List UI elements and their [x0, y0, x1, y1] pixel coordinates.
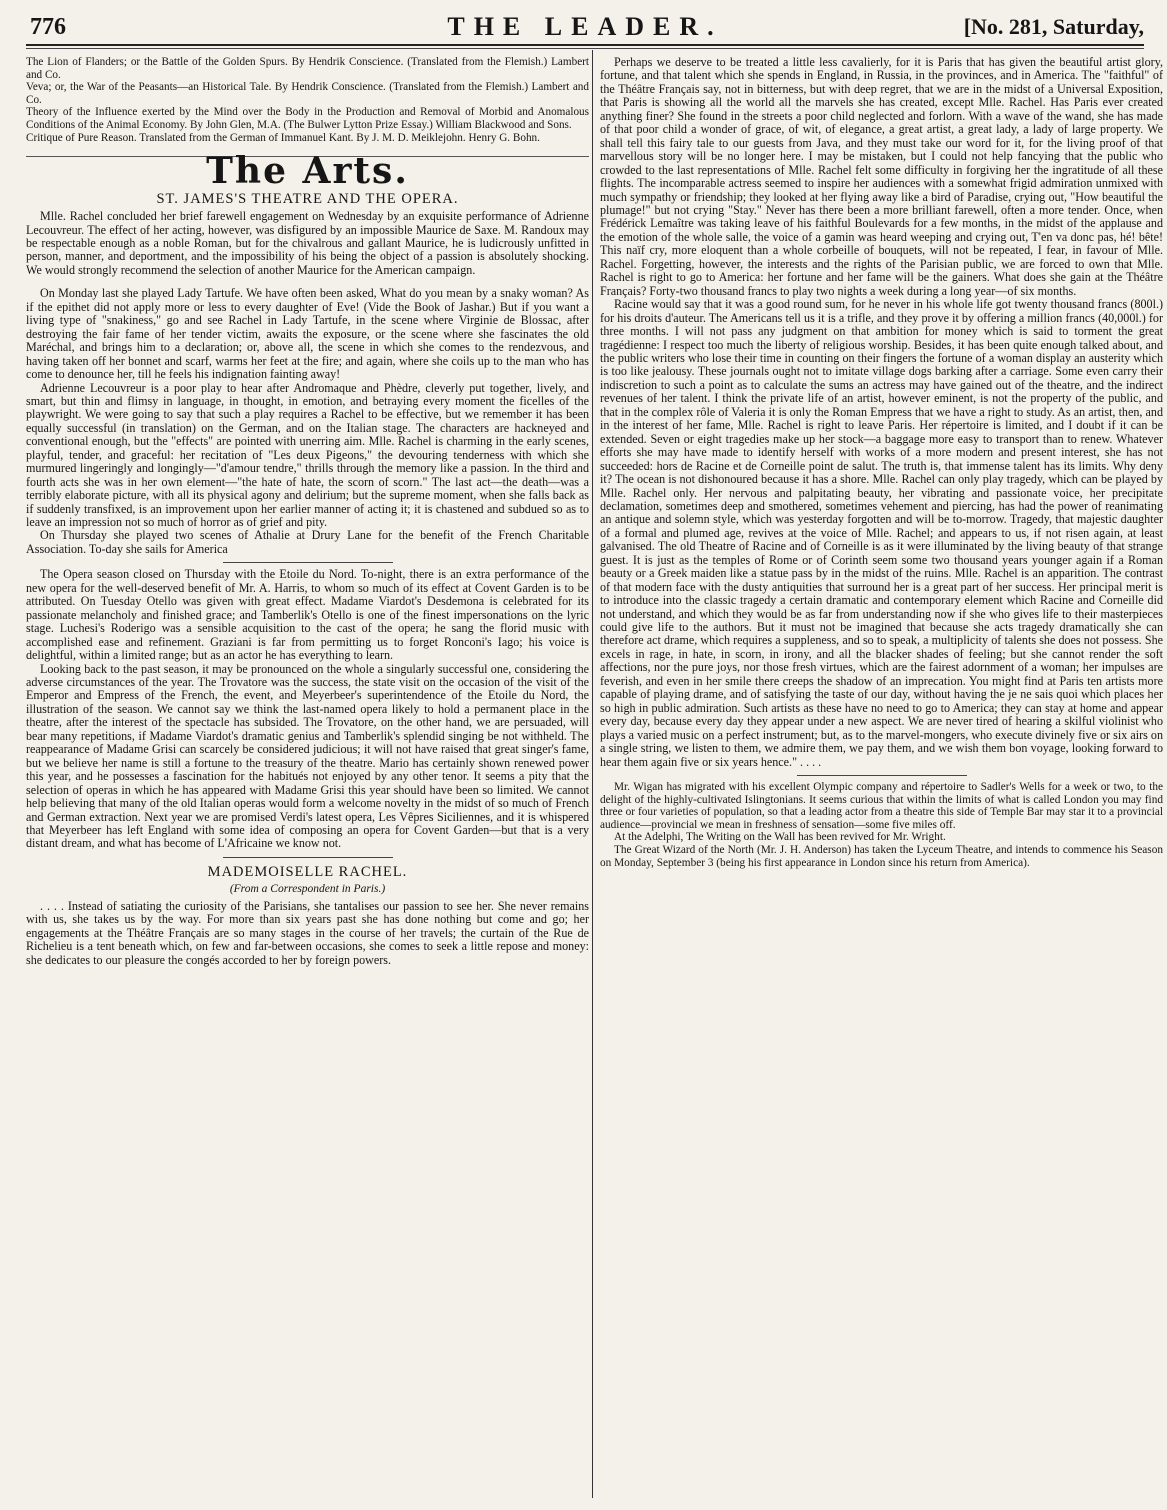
article-paragraph: On Monday last she played Lady Tartufe. We have often been asked, What do you mean by a snaky woman? As if the epithet did not apply more or less to every daughter of Eve! (Vide the Book of Jashar.) But if you want a living type of "snakiness," go and see Rachel in Lady Tartufe, in the scene where Virginie de Blossac, after destroying the fair fame of her tender victim, awaits the exposure, or the scene where she fascinates the old Maréchal, and brings him to a declaration; or, above all, the scene in which she comes to the rendezvous, and having taken off her bonnet and scarf, warms her feet at the fire; and again, where she coils up to the man who has come to denounce her, till he feels his indignation fainting away! — [26, 286, 589, 382]
book-entry: Veva; or, the War of the Peasants—an Historical Tale. By Hendrik Conscience. (Translated from the Flemish.) Lambert and Co. — [26, 81, 589, 106]
masthead-rule — [26, 48, 1144, 49]
note-paragraph: Mr. Wigan has migrated with his excellent Olympic company and répertoire to Sadler's Wells for a week or two, to the delight of the highly-cultivated Islingtonians. It seems curious that within the limits of what is called London you may find three or four varieties of population, so that a leading actor from a theatre this side of Temple Bar may star it to a provincial audience—provincial we mean in freshness of sensation—some five miles off. — [600, 781, 1163, 831]
article-heading: MADEMOISELLE RACHEL. — [207, 863, 408, 880]
note-paragraph: At the Adelphi, The Writing on the Wall has been revived for Mr. Wright. — [614, 831, 946, 844]
theatre-notes — [600, 781, 1163, 869]
masthead — [26, 12, 1144, 46]
article-paragraph: Adrienne Lecouvreur is a poor play to hear after Andromaque and Phèdre, cleverly put together, lively, and smart, but thin and flimsy in language, in thought, in emotion, and betraying every moment the ficelles of the playwright. We were going to say that such a play requires a Rachel to be effective, but we remember it has been equally successful (in translation) on the German, and on the Italian stage. The characters are hackneyed and conventional enough, but the "effects" are pointed with unerring aim. Mlle. Rachel is charming in the early scenes, playful, tender, and graceful: her recitation of "Les deux Pigeons," the devouring tenderness with which she murmured lingeringly and longingly—"d'amour tendre," thrills through the memory like a passion. In the third and fourth acts she was in her own element—"the hate of hate, the scorn of scorn." The last act—the death—was a terribly elaborate picture, with all its physical agony and delirium; but the supreme moment, when she falls back as if suddenly transfixed, is an improvement upon her earlier manner of acting it; it is chastened and subdued so as to leave an impression not so much of horror as of grief and pity. — [26, 380, 589, 530]
newspaper-title: THE LEADER. — [447, 12, 723, 41]
article-heading: ST. JAMES'S THEATRE AND THE OPERA. — [156, 190, 459, 207]
note-paragraph: The Great Wizard of the North (Mr. J. H. Anderson) has taken the Lyceum Theatre, and intends to commence his Season on Monday, September 3 (being his first appearance in London since his return from America). — [600, 843, 1163, 869]
book-entry: Critique of Pure Reason. Translated from the German of Immanuel Kant. By J. M. D. Meiklejohn. Henry G. Bohn. — [26, 131, 540, 144]
book-entry: The Lion of Flanders; or the Battle of the Golden Spurs. By Hendrik Conscience. (Translated from the Flemish.) Lambert and Co. — [26, 56, 589, 81]
right-column — [600, 56, 1163, 1496]
article-paragraph: The Opera season closed on Thursday with the Etoile du Nord. To-night, there is an extra performance of the new opera for the well-deserved benefit of Mr. A. Harris, to whom so much of its effect at Covent Garden is to be attributed. On Tuesday Otello was given with great effect. Madame Viardot's Desdemona is celebrated for its passionate melancholy and finished grace; and Tamberlik's Otello is one of the finest impersonations on the lyric stage. Luchesi's Roderigo was a sensible acquisition to the cast of the opera; he sang the florid music with accomplished ease and refinement. Graziani is far from permitting us to forget Ronconi's Iago; his voice is delightful, within a limited range; but as an actor he has everything to learn. — [26, 567, 589, 663]
book-entry: Theory of the Influence exerted by the Mind over the Body in the Production and Removal of Morbid and Anomalous Conditions of the Animal Economy. By John Glen, M.A. (The Bulwer Lytton Prize Essay.) William Blackwood and Sons. — [26, 106, 589, 131]
section-separator — [797, 775, 967, 776]
books-received-list — [26, 56, 589, 144]
section-title: The Arts. — [26, 156, 589, 178]
article-paragraph: Mlle. Rachel concluded her brief farewell engagement on Wednesday by an exquisite performance of Adrienne Lecouvreur. The effect of her acting, however, was disfigured by an impossible Maurice de Saxe. M. Randoux may be respectable enough as a noble Roman, but for the chivalrous and gallant Maurice, he is ludicrously unfitted in person, manner, and deportment, and the impossibility of his being the object of a passion is absolutely shocking. We would strongly recommend the selection of another Maurice for the American campaign. — [26, 209, 589, 277]
column-divider — [592, 50, 593, 1498]
article-subheading: (From a Correspondent in Paris.) — [229, 883, 386, 896]
article-paragraph: . . . . Instead of satiating the curiosity of the Parisians, she tantalises our passion to see her. She never remains with us, she takes us by the way. For more than six years past she has done nothing but come and go; her engagements at the Théâtre Français are so many stages in the course of her travels; the curtain of the Rue de Richelieu is a tent beneath which, on few and far-between occasions, she comes to seek a little repose and money: she dedicates to our pleasure the congés accorded to her by foreign powers. — [26, 898, 589, 967]
article-paragraph: Racine would say that it was a good round sum, for he never in his whole life got twenty thousand francs (800l.) for his droits d'auteur. The Americans tell us it is a trifle, and they prove it by offering a million francs (40,000l.) for three months. I will not pass any judgment on that ambition for money which is said to torment the great tragédienne: I respect too much the liberty of religious worship. Besides, it has been quite enough talked about, and the public writers who lose their time in counting on their fingers the fortune of a woman display an austerity which is too like jealousy. These journals ought not to imitate village dogs barking after a carriage. Some even carry their indiscretion to such a point as to calculate the sums an actress may have gained out of the theatre, and the indirect revenues of her talent. I think the private life of an artist, however eminent, is not the property of the public, and that in the complex rôle of Valeria it is only the Roman Empress that we have a right to study. As an artist, then, and in the interest of her fame, Mlle. Rachel is right to leave Paris. Her répertoire is limited, and I doubt if it can be extended. Seven or eight tragedies make up her stock—a baggage more easy to transport than to renew. Whatever efforts she may have made to identify herself with works of a more modern and present interest, she has not succeeded: hors de Racine et de Corneille point de salut. The truth is, that immense talent has its limits. Why deny it? The ocean is not dishonoured because it has a shore. Mlle. Rachel can only play tragedy, which can be played by Mlle. Rachel only. Her nervous and palpitating beauty, her vibrating and passionate voice, her precipitate declamation, sometimes deep and smothered, sometimes vehement and piercing, has had the power of reanimating an antique and solemn style, which was yesterday forgotten and will be to-morrow. Tragedy, that majestic daughter of a formal and plumed age, revives at the voice of Mlle. Rachel; and appears to us, if not risen again, at least galvanised. The old Theatre of Racine and of Corneille is as it were illuminated by the living beauty of that strange guest. It is just as the temples of Rome or of Corinth seem some two thousand years younger again if a Roman beauty or a Greek maiden like a statue pass by in the midst of the ruins. Mlle. Rachel is an apparition. The contrast of that modern face with the dusty antiquities that surround her is a great part of her success. Her principal merit is to introduce into the classic tragedy a certain dramatic and contemporary element which Racine and Corneille did not understand, and which they would be as far from understanding now if she who gives life to their masterpieces could give life to the authors. But it must not be imagined that because she acts tragedy dramatically she can therefore act drame, which requires a suppleness, and so to speak, a multiplicity of talents she does not possess. She excels in rage, in hate, in scorn, in irony, and all the blacker shades of feeling; but she cannot render the soft affections, nor the pure joys, nor those fresh virtues, which are the fairest adornment of a woman; her impulses are feverish, and even in her smile there creeps the shadow of an imprecation. You might find at Paris ten artists more capable of playing drame, and of satisfying the taste of our day, without having the je ne sais quoi which places her so high in public admiration. Such artists as these have no need to go to America; they can stay at home and appear every day, because every day they appear under a new aspect. We are never tired of hearing a skilful violinist who plays a varied music on a perfect instrument; but, as to the marvel-mongers, who execute divinely five or six airs on a single string, we listen to them, we admire them, we pay them, and we wish them bon voyage, looking forward to hear them again five or six years hence." . . . . — [600, 297, 1163, 769]
issue-label: [No. 281, Saturday, — [963, 14, 1144, 39]
article-paragraph: Looking back to the past season, it may be pronounced on the whole a singularly successful one, considering the adverse circumstances of the year. The Trovatore was the success, the state visit on the occasion of the visit of the Emperor and Empress of the French, the event, and Meyerbeer's superintendence of the Etoile du Nord, the illustration of the season. We cannot say we think the last-named opera likely to hold a permanent place in the theatre, after the interest of the spectacle has subsided. The Trovatore, on the other hand, we are persuaded, will bear many repetitions, if Madame Viardot's dramatic genius and Tamberlik's splendid singing be not withheld. The reappearance of Madame Grisi can scarcely be considered judicious; it will not have raised that great singer's fame, but we believe her name is still a fortune to the treasury of the theatre. Mario has certainly shown renewed power this year, and he possesses a fascination for the habitués not enjoyed by any other tenor. It seems a pity that the selection of operas in which he has appeared with Madame Grisi this year should have been so limited. We cannot help believing that many of the old Italian operas would form a welcome novelty in the midst of so much of French and German extraction. Next year we are promised Verdi's latest opera, Les Vêpres Siciliennes, and it is whispered that Meyerbeer has left England with some idea of composing an opera for Covent Garden—but that is a very distant dream, and what has become of L'Africaine we know not. — [26, 661, 589, 851]
page-number: 776 — [30, 14, 66, 40]
left-column — [26, 56, 589, 1496]
section-separator — [223, 562, 393, 563]
article-paragraph: On Thursday she played two scenes of Athalie at Drury Lane for the benefit of the French Charitable Association. To-day she sails for America — [26, 528, 589, 556]
article-paragraph: Perhaps we deserve to be treated a little less cavalierly, for it is Paris that has given the beautiful artist glory, fortune, and that talent which she spends in England, in Russia, in the provinces, and in America. The "faithful" of the Théâtre Français say, not in bitterness, but with deep regret, that we are in the midst of a Universal Exposition, that Paris is showing all the world all the marvels she has created, except Mlle. Rachel. Has Paris ever created anything finer? She found in the streets a poor child neglected and forlorn. With a wave of the wand, she has made of that poor child a wonder of grace, of wit, of elegance, a great artist, a great lady, a lady of large property. We shall tell this fairy tale to our guests from Java, and they must take our word for it, for the living proof of that marvellous story will be no longer here. I may be mistaken, but I could not help fancying that the public who crowded to the last representations of Mlle. Rachel felt some difficulty in forgiving her the ingratitude of all these flights. The incomparable actress seemed to inspire her audiences with a somewhat frigid admiration unmixed with much sympathy or friendship; they looked at her flying away like a bird of Paradise, crying out, "How beautiful the plumage!" but not crying "Stay." Never has there been a more brilliant farewell, often a more tender. Once, when Frédérick Lemaître was taking leave of his faithful Boulevards for a few months, in the midst of the applause and the emotion of the whole salle, the voice of a gamin was heard weeping and crying out, T'en va donc pas, hé! bête! This naïf cry, more eloquent than a whole corbeille of bouquets, will not be repeated, I fear, in favour of Mlle. Rachel. Forgetting, however, the interests and the rights of the Parisian public, we are forced to own that Mlle. Rachel is right to go to America: her fortune and her fame will be the gainers. What does she gain at the Théâtre Français? Forty-two thousand francs to play two nights a week during a long year—of six months. — [600, 56, 1163, 298]
section-separator — [223, 857, 393, 858]
